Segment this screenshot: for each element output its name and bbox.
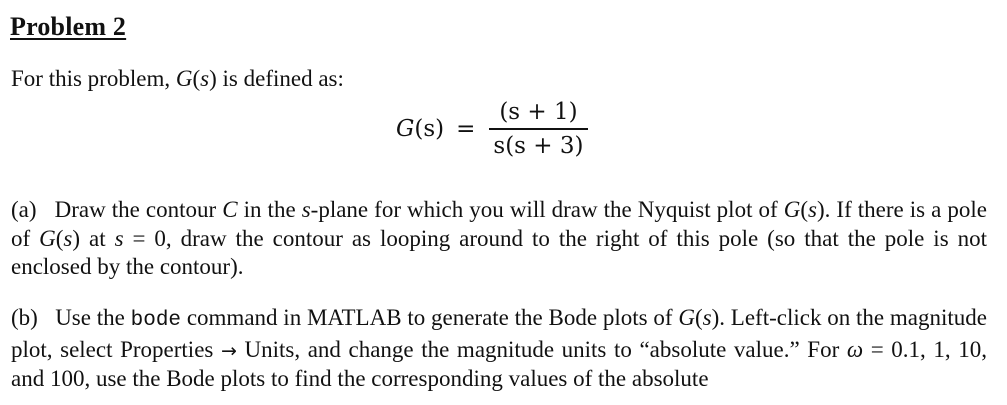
s-symbol: s	[702, 305, 712, 330]
part-a-paragraph	[11, 196, 987, 282]
problem-heading: Problem 2	[10, 12, 127, 41]
part-a-label: (a)	[11, 197, 37, 222]
omega-symbol: ω	[846, 336, 864, 362]
intro-suffix: is defined as:	[216, 66, 344, 91]
equation-lhs-function: G	[396, 116, 415, 142]
part-b-text: (	[694, 305, 703, 330]
part-a-text: ) at	[72, 225, 115, 251]
part-a-text: = 0, draw the contour as looping around to the right of this pole (so that the pole is not enclosed by the contour).	[11, 225, 987, 279]
intro-prefix: For this problem,	[11, 66, 176, 91]
g-symbol: G	[39, 225, 56, 251]
s-symbol: s	[301, 197, 311, 222]
equation-lhs	[396, 116, 444, 142]
s-symbol: s	[114, 225, 124, 251]
part-a-text: in the	[237, 197, 302, 222]
part-a-text: ). If there is a pole of	[11, 197, 987, 251]
part-a-text: -plane for which you will draw the Nyquist plot of	[310, 197, 784, 222]
intro-function: G	[175, 66, 193, 91]
intro-paren-close: )	[209, 66, 217, 91]
g-symbol: G	[783, 197, 801, 222]
transfer-function-equation	[396, 92, 588, 166]
part-b-text: Units, and change the magnitude units to “absolute value.” For	[236, 336, 847, 362]
equation-fraction	[489, 99, 587, 159]
s-symbol: s	[808, 197, 817, 222]
part-a-text: (	[800, 197, 808, 222]
part-b-text: ). Left-click on the magnitude plot, select Properties	[11, 305, 987, 362]
part-a-text: Draw the contour	[54, 197, 223, 222]
g-symbol: G	[678, 305, 695, 330]
intro-sentence	[11, 66, 344, 92]
contour-symbol: C	[222, 197, 238, 222]
part-b-text: = 0.1, 1, 10, and 100, use the Bode plots to find the corresponding values of the absolute	[11, 336, 987, 391]
equation-equals: =	[456, 116, 476, 142]
equation-denominator: s(s + 3)	[493, 132, 584, 159]
equation-lhs-variable: (s)	[414, 116, 445, 142]
part-b-text: command in MATLAB to generate the Bode plots of	[181, 305, 679, 330]
part-b-paragraph	[11, 304, 987, 394]
part-a-text: (	[55, 225, 64, 251]
bode-command-code: bode	[130, 309, 182, 332]
s-symbol: s	[63, 225, 73, 251]
right-arrow-icon: →	[220, 339, 237, 362]
intro-paren-open: (	[192, 66, 201, 91]
intro-variable: s	[200, 66, 210, 91]
part-b-text: Use the	[55, 305, 131, 330]
equation-numerator: (s + 1)	[499, 99, 578, 126]
part-b-label: (b)	[11, 305, 38, 330]
